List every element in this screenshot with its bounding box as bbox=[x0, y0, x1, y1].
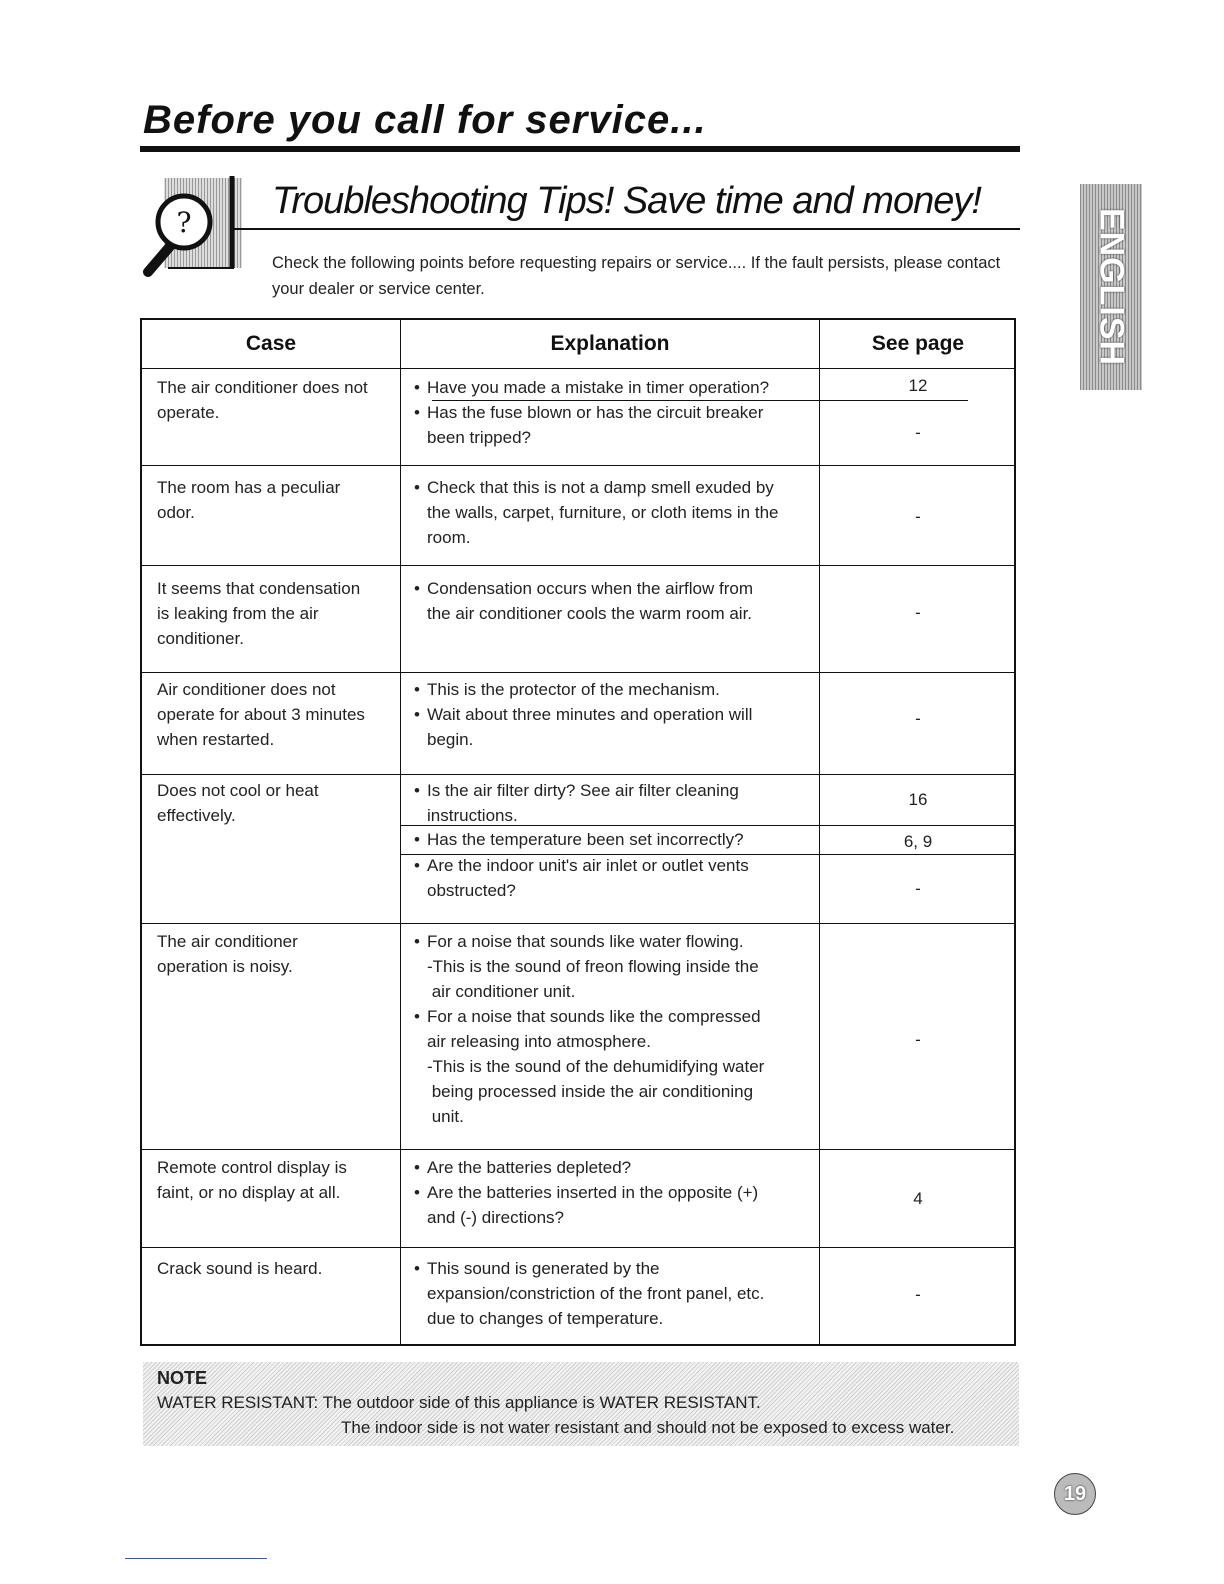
header-case: Case bbox=[245, 332, 297, 355]
explanation-item: • This sound is generated by the expansion/constriction of the front panel, etc. due to changes of temperature. bbox=[414, 1256, 814, 1331]
see-page-value: - bbox=[915, 1285, 921, 1304]
explanation-item: • For a noise that sounds like the compressed air releasing into atmosphere. bbox=[414, 1004, 814, 1054]
see-page-value: 6, 9 bbox=[903, 832, 933, 851]
case-text: The air conditioner operation is noisy. bbox=[157, 932, 298, 976]
explanation-item: • Are the indoor unit's air inlet or outlet vents obstructed? bbox=[414, 853, 814, 903]
see-page-value: 16 bbox=[908, 790, 928, 809]
explanation-item: • This is the protector of the mechanism. bbox=[414, 677, 814, 702]
footer-rule bbox=[125, 1558, 267, 1559]
case-text: The room has a peculiar odor. bbox=[157, 478, 341, 522]
troubleshooting-heading: Troubleshooting Tips! Save time and money! bbox=[272, 180, 981, 222]
row-divider bbox=[142, 1247, 1014, 1248]
note-label: NOTE bbox=[157, 1368, 208, 1388]
page-number-badge: 19 bbox=[1054, 1473, 1096, 1515]
see-page-value: 12 bbox=[908, 376, 928, 395]
explanation-item: • For a noise that sounds like water flowing. bbox=[414, 929, 814, 954]
case-text: It seems that condensation is leaking from the air conditioner. bbox=[157, 579, 361, 648]
note-line: The indoor side is not water resistant and should not be exposed to excess water. bbox=[341, 1418, 955, 1437]
see-page-value: - bbox=[915, 709, 921, 728]
row-divider bbox=[142, 923, 1014, 924]
language-tab bbox=[1080, 184, 1142, 390]
explanation-item: • Has the temperature been set incorrectly? bbox=[414, 827, 814, 852]
header-see-page: See page bbox=[871, 332, 965, 355]
see-page-value: - bbox=[915, 423, 921, 442]
see-page-value: - bbox=[915, 879, 921, 898]
see-page-value: - bbox=[915, 507, 921, 526]
explanation-item: • Are the batteries depleted? bbox=[414, 1155, 814, 1180]
language-tab-label: ENGLISH bbox=[1092, 207, 1131, 367]
troubleshooting-table bbox=[140, 318, 1016, 1346]
svg-text:?: ? bbox=[176, 206, 192, 239]
subtitle-divider bbox=[232, 228, 1020, 230]
row-divider bbox=[142, 565, 1014, 566]
note-line: WATER RESISTANT: The outdoor side of this appliance is WATER RESISTANT. bbox=[157, 1393, 761, 1412]
explanation-detail: -This is the sound of the dehumidifying water being processed inside the air conditioning unit. bbox=[427, 1057, 765, 1126]
explanation-item: • Are the batteries inserted in the opposite (+) and (-) directions? bbox=[414, 1180, 814, 1230]
explanation-item: • Wait about three minutes and operation will begin. bbox=[414, 702, 814, 752]
case-text: Remote control display is faint, or no display at all. bbox=[157, 1158, 347, 1202]
case-text: Does not cool or heat effectively. bbox=[157, 781, 319, 825]
row-divider bbox=[142, 672, 1014, 673]
water-resistance-note bbox=[143, 1362, 1019, 1446]
explanation-item: • Have you made a mistake in timer operation? bbox=[414, 375, 814, 400]
row-divider bbox=[142, 1149, 1014, 1150]
see-page-value: - bbox=[915, 1030, 921, 1049]
header-explanation: Explanation bbox=[550, 332, 670, 355]
column-divider bbox=[400, 320, 401, 1344]
page-title: Before you call for service... bbox=[143, 98, 707, 142]
magnifier-icon bbox=[138, 172, 248, 282]
case-text: The air conditioner does not operate. bbox=[157, 378, 368, 422]
see-page-value: - bbox=[915, 603, 921, 622]
intro-text: Check the following points before requesting repairs or service.... If the fault persists, please contact your dealer or service center. bbox=[272, 254, 1001, 298]
explanation-item: • Check that this is not a damp smell exuded by the walls, carpet, furniture, or cloth items in the room. bbox=[414, 475, 814, 550]
row-divider bbox=[142, 774, 1014, 775]
case-text: Crack sound is heard. bbox=[157, 1259, 323, 1278]
explanation-item: • Is the air filter dirty? See air filter cleaning instructions. bbox=[414, 778, 814, 828]
explanation-detail: -This is the sound of freon flowing inside the air conditioner unit. bbox=[427, 957, 759, 1001]
explanation-item: • Condensation occurs when the airflow from the air conditioner cools the warm room air. bbox=[414, 576, 814, 626]
row-divider bbox=[142, 465, 1014, 466]
row-divider bbox=[142, 368, 1014, 369]
explanation-item: • Has the fuse blown or has the circuit breaker been tripped? bbox=[414, 400, 814, 450]
title-divider bbox=[140, 146, 1020, 152]
case-text: Air conditioner does not operate for about 3 minutes when restarted. bbox=[157, 680, 365, 749]
see-page-value: 4 bbox=[913, 1189, 923, 1208]
